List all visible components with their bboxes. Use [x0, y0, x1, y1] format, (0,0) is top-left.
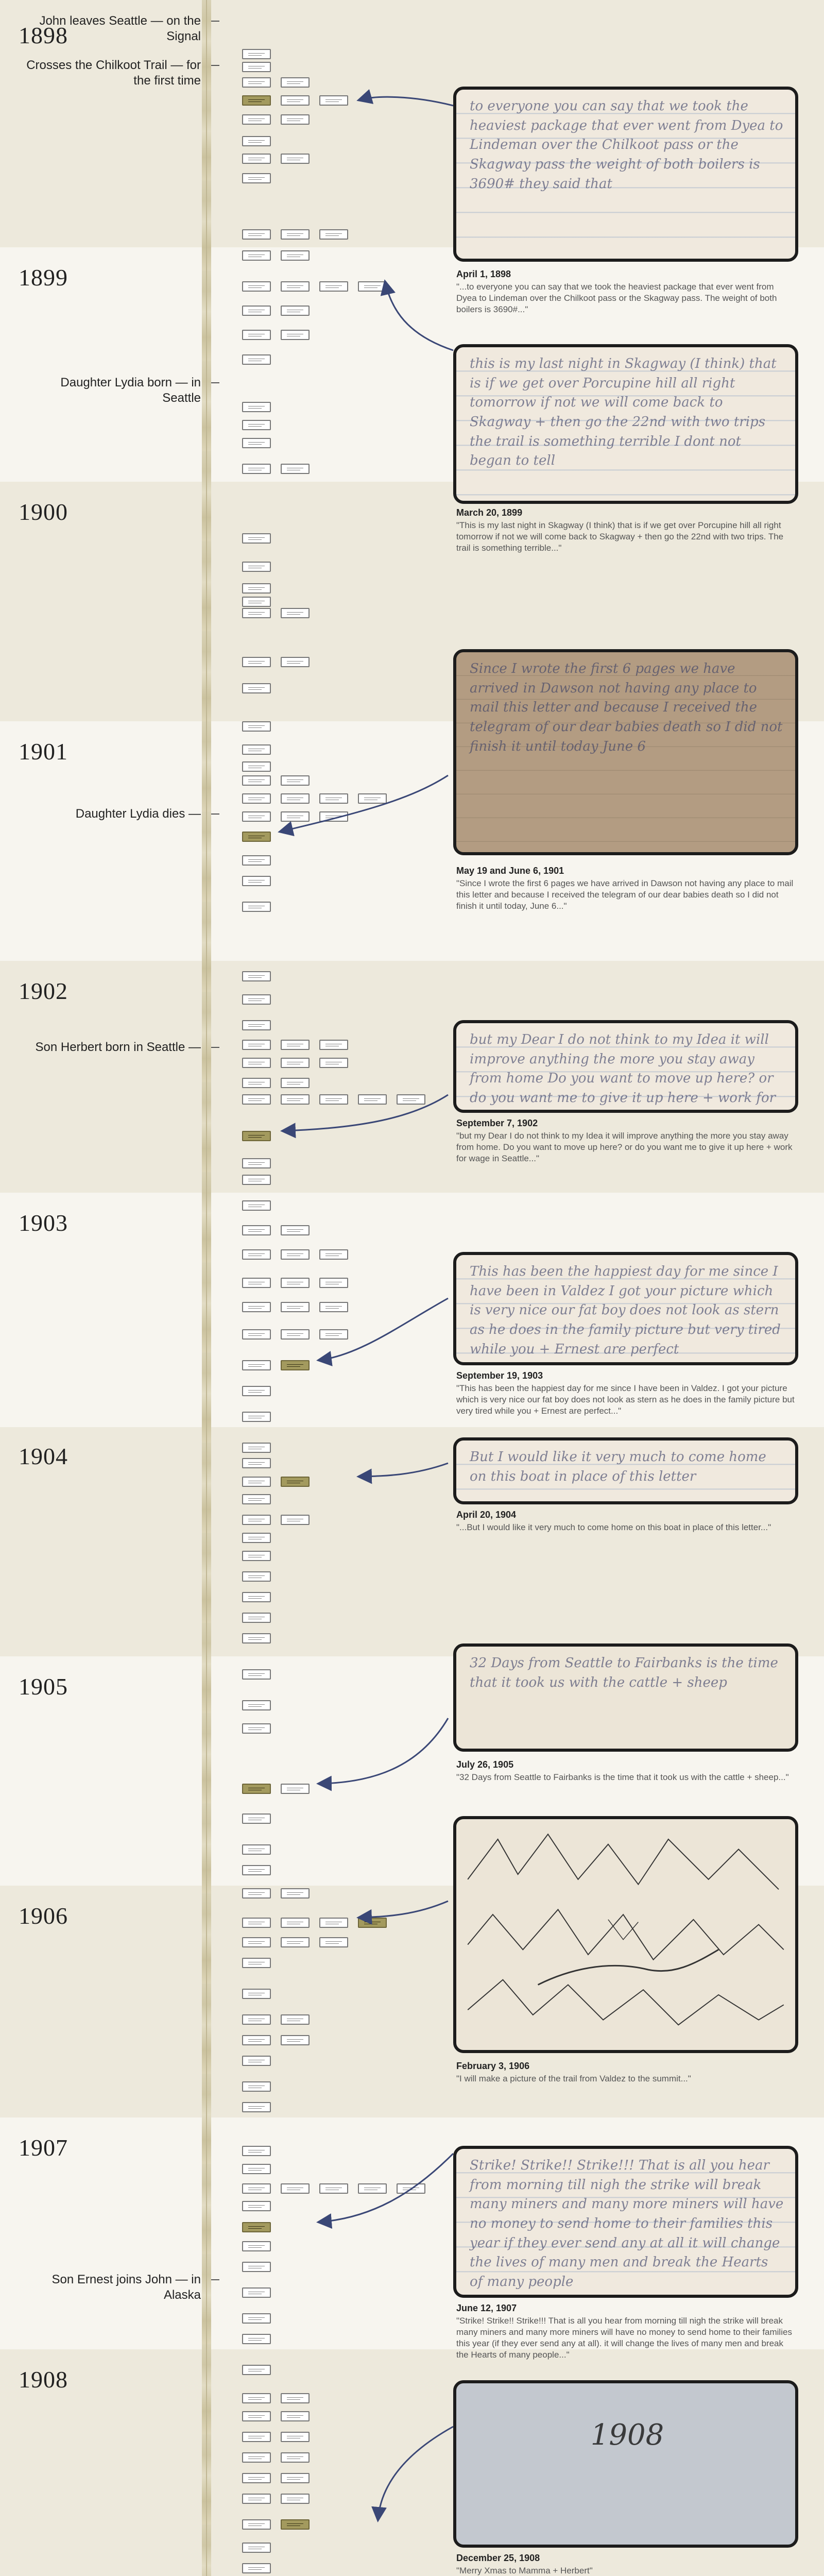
- year-label: 1898: [19, 22, 68, 48]
- letter-scan[interactable]: [453, 344, 798, 504]
- envelope-icon[interactable]: [242, 49, 271, 59]
- handwriting: this is my last night in Skagway (I think) that is if we get over Porcupine hill all right tomorrow if not we will come back to Skagway + then go the 22nd with two trips the trail is something terrible I dont not began to tell: [470, 356, 777, 469]
- envelope-icon[interactable]: [242, 1888, 271, 1899]
- envelope-icon[interactable]: [242, 1058, 271, 1068]
- letter-date: July 26, 1905: [456, 1759, 514, 1770]
- letter-excerpt: "This has been the happiest day for me since I have been in Valdez. I got your picture which is very nice our fat boy does not look as stern as he does in the family picture but very tired while you + Ernest are perfect...": [456, 1383, 795, 1416]
- year-label: 1903: [19, 1210, 68, 1236]
- envelope-icon[interactable]: [242, 2411, 271, 2421]
- envelope-icon[interactable]: [242, 832, 271, 842]
- envelope-icon[interactable]: [242, 1918, 271, 1928]
- envelope-icon[interactable]: [358, 1094, 387, 1105]
- envelope-icon[interactable]: [242, 2494, 271, 2504]
- letter-scan[interactable]: [453, 1252, 798, 1365]
- envelope-icon[interactable]: [242, 2164, 271, 2174]
- envelope-icon[interactable]: [319, 1918, 348, 1928]
- life-event: Son Herbert born in Seattle —: [26, 1040, 201, 1055]
- envelope-icon[interactable]: [242, 1443, 271, 1453]
- envelope-icon[interactable]: [242, 1225, 271, 1235]
- envelope-icon[interactable]: [242, 1865, 271, 1875]
- life-event: Daughter Lydia born — in Seattle: [26, 375, 201, 406]
- letter-date: December 25, 1908: [456, 2553, 540, 2563]
- envelope-icon[interactable]: [242, 1937, 271, 1947]
- envelope-icon[interactable]: [242, 876, 271, 886]
- envelope-icon[interactable]: [242, 2393, 271, 2403]
- envelope-icon[interactable]: [281, 1360, 310, 1370]
- trail-sketch: [456, 1819, 795, 2050]
- envelope-icon[interactable]: [242, 1302, 271, 1312]
- envelope-icon[interactable]: [281, 1040, 310, 1050]
- envelope-icon[interactable]: [281, 2494, 310, 2504]
- envelope-icon[interactable]: [281, 2014, 310, 2025]
- envelope-icon[interactable]: [397, 2183, 425, 2194]
- letter-excerpt: "...But I would like it very much to come home on this boat in place of this letter...": [456, 1522, 771, 1532]
- letter-scan[interactable]: [453, 1816, 798, 2053]
- handwriting: 32 Days from Seattle to Fairbanks is the time that it took us with the cattle + sheep: [470, 1655, 778, 1690]
- envelope-icon[interactable]: [242, 2102, 271, 2112]
- envelope-icon[interactable]: [281, 2183, 310, 2194]
- letter-excerpt: "but my Dear I do not think to my Idea it will improve anything the more you stay away from home. Do you want to move up here? or do you want me to give it up here + work for wage in Seattle...": [456, 1131, 793, 1163]
- envelope-icon[interactable]: [358, 793, 387, 804]
- letter-scan[interactable]: [453, 2380, 798, 2548]
- envelope-icon[interactable]: [319, 2183, 348, 2194]
- envelope-icon[interactable]: [242, 250, 271, 261]
- envelope-icon[interactable]: [319, 1058, 348, 1068]
- envelope-icon[interactable]: [319, 229, 348, 240]
- envelope-icon[interactable]: [242, 1533, 271, 1543]
- envelope-icon[interactable]: [281, 2432, 310, 2442]
- envelope-icon[interactable]: [281, 1302, 310, 1312]
- envelope-icon[interactable]: [319, 793, 348, 804]
- letter-scan[interactable]: [453, 87, 798, 262]
- envelope-icon[interactable]: [281, 1515, 310, 1525]
- envelope-icon[interactable]: [281, 95, 310, 106]
- letter-excerpt: "This is my last night in Skagway (I think) that is if we get over Porcupine hill all right tomorrow if not we will come back to Skagway + then go the 22nd with two trips. The trail is something terrible...": [456, 520, 784, 553]
- envelope-icon[interactable]: [242, 2146, 271, 2156]
- envelope-icon[interactable]: [242, 1723, 271, 1734]
- envelope-icon[interactable]: [319, 1040, 348, 1050]
- letter-scan[interactable]: [453, 649, 798, 855]
- handwriting: to everyone you can say that we took the heaviest package that ever went from Dyea to Lindeman over the Chilkoot pass or the Skagway pass the weight of both boilers is 3690# they said that: [470, 98, 783, 192]
- envelope-icon[interactable]: [319, 1249, 348, 1260]
- envelope-icon[interactable]: [319, 95, 348, 106]
- letter-date: May 19 and June 6, 1901: [456, 866, 564, 876]
- envelope-icon[interactable]: [281, 1937, 310, 1947]
- envelope-icon[interactable]: [242, 2365, 271, 2375]
- year-label: 1899: [19, 264, 68, 291]
- envelope-icon[interactable]: [242, 2334, 271, 2344]
- envelope-icon[interactable]: [319, 811, 348, 822]
- envelope-icon[interactable]: [281, 2035, 310, 2045]
- envelope-icon[interactable]: [242, 2452, 271, 2463]
- envelope-icon[interactable]: [319, 1329, 348, 1340]
- envelope-icon[interactable]: [319, 1937, 348, 1947]
- envelope-icon[interactable]: [242, 1040, 271, 1050]
- envelope-icon[interactable]: [281, 1888, 310, 1899]
- envelope-icon[interactable]: [242, 330, 271, 340]
- envelope-icon[interactable]: [242, 775, 271, 786]
- envelope-icon[interactable]: [281, 2452, 310, 2463]
- letter-scan[interactable]: [453, 1643, 798, 1752]
- envelope-icon[interactable]: [242, 1989, 271, 1999]
- envelope-icon[interactable]: [242, 1412, 271, 1422]
- envelope-icon[interactable]: [242, 2432, 271, 2442]
- handwriting: 1908: [590, 2418, 664, 2452]
- envelope-icon[interactable]: [242, 281, 271, 292]
- envelope-icon[interactable]: [242, 1477, 271, 1487]
- life-event: Son Ernest joins John — in Alaska: [26, 2272, 201, 2303]
- envelope-icon[interactable]: [358, 1918, 387, 1928]
- envelope-icon[interactable]: [242, 744, 271, 755]
- envelope-icon[interactable]: [242, 1386, 271, 1396]
- year-label: 1904: [19, 1443, 68, 1469]
- envelope-icon[interactable]: [242, 1278, 271, 1288]
- envelope-icon[interactable]: [242, 1592, 271, 1602]
- envelope-icon[interactable]: [242, 1158, 271, 1168]
- envelope-icon[interactable]: [281, 2411, 310, 2421]
- envelope-icon[interactable]: [281, 1249, 310, 1260]
- envelope-icon[interactable]: [242, 855, 271, 866]
- envelope-icon[interactable]: [242, 2313, 271, 2324]
- envelope-icon[interactable]: [242, 1200, 271, 1211]
- handwriting: but my Dear I do not think to my Idea it will improve anything the more you stay away from home Do you want to move up here? or do you want me to give it up here + work for: [470, 1032, 776, 1106]
- envelope-icon[interactable]: [242, 761, 271, 772]
- letter-date: April 20, 1904: [456, 1510, 517, 1520]
- envelope-icon[interactable]: [242, 2287, 271, 2298]
- envelope-icon[interactable]: [242, 533, 271, 544]
- envelope-icon[interactable]: [242, 402, 271, 412]
- letter-date: March 20, 1899: [456, 507, 523, 518]
- year-label: 1902: [19, 978, 68, 1004]
- envelope-icon[interactable]: [281, 229, 310, 240]
- envelope-icon[interactable]: [281, 281, 310, 292]
- envelope-icon[interactable]: [281, 464, 310, 474]
- envelope-icon[interactable]: [242, 1613, 271, 1623]
- letter-excerpt: "Since I wrote the first 6 pages we have arrived in Dawson not having any place to mail this letter and because I received the telegram of our dear babies death so I did not finish it until today, June 6...": [456, 878, 794, 911]
- envelope-icon[interactable]: [242, 971, 271, 981]
- life-event: Crosses the Chilkoot Trail — for the first time: [26, 58, 201, 88]
- envelope-icon[interactable]: [242, 306, 271, 316]
- handwriting: Since I wrote the first 6 pages we have arrived in Dawson not having any place to mail this letter and because I received the telegram of our dear babies death so I did not finish it until today June 6: [470, 661, 783, 754]
- envelope-icon[interactable]: [242, 2473, 271, 2483]
- envelope-icon[interactable]: [242, 229, 271, 240]
- envelope-icon[interactable]: [319, 1094, 348, 1105]
- envelope-icon[interactable]: [242, 1515, 271, 1525]
- envelope-icon[interactable]: [281, 2473, 310, 2483]
- envelope-icon[interactable]: [242, 597, 271, 607]
- envelope-icon[interactable]: [281, 77, 310, 88]
- letter-excerpt: "Strike! Strike!! Strike!!! That is all you hear from morning till nigh the strike will break many miners and many more miners will have no money to send home to their families this year (if they ever send any at all). it will change the lives of many men and break the Hearts of many people...": [456, 2316, 792, 2360]
- envelope-icon[interactable]: [281, 330, 310, 340]
- envelope-icon[interactable]: [242, 2183, 271, 2194]
- envelope-icon[interactable]: [242, 1249, 271, 1260]
- envelope-icon[interactable]: [242, 1551, 271, 1561]
- letter-excerpt: "Merry Xmas to Mamma + Herbert": [456, 2566, 593, 2575]
- envelope-icon[interactable]: [281, 1278, 310, 1288]
- envelope-icon[interactable]: [242, 583, 271, 594]
- life-event: Daughter Lydia dies —: [26, 806, 201, 822]
- year-label: 1900: [19, 499, 68, 525]
- envelope-icon[interactable]: [242, 438, 271, 448]
- envelope-icon[interactable]: [242, 2222, 271, 2232]
- envelope-icon[interactable]: [242, 2519, 271, 2530]
- envelope-icon[interactable]: [242, 77, 271, 88]
- year-label: 1906: [19, 1903, 68, 1929]
- year-label: 1907: [19, 2134, 68, 2161]
- envelope-icon[interactable]: [281, 775, 310, 786]
- year-label: 1905: [19, 1673, 68, 1700]
- letter-excerpt: "I will make a picture of the trail from Valdez to the summit...": [456, 2074, 691, 2083]
- envelope-icon[interactable]: [281, 154, 310, 164]
- envelope-icon[interactable]: [242, 154, 271, 164]
- envelope-icon[interactable]: [281, 2519, 310, 2530]
- envelope-icon[interactable]: [242, 1094, 271, 1105]
- envelope-icon[interactable]: [281, 114, 310, 125]
- envelope-icon[interactable]: [281, 608, 310, 618]
- envelope-icon[interactable]: [242, 1784, 271, 1794]
- handwriting: This has been the happiest day for me since I have been in Valdez I got your picture which is very nice our fat boy does not look as stern as he does in the family picture but very tired while you + Ernest are perfect: [470, 1264, 781, 1357]
- envelope-icon[interactable]: [242, 1633, 271, 1643]
- envelope-icon[interactable]: [242, 1360, 271, 1370]
- envelope-icon[interactable]: [242, 464, 271, 474]
- envelope-icon[interactable]: [242, 2081, 271, 2092]
- letter-scan[interactable]: [453, 2146, 798, 2298]
- envelope-icon[interactable]: [242, 1669, 271, 1680]
- envelope-icon[interactable]: [319, 1278, 348, 1288]
- envelope-icon[interactable]: [242, 1131, 271, 1141]
- envelope-icon[interactable]: [242, 2014, 271, 2025]
- letter-scan[interactable]: [453, 1437, 798, 1504]
- envelope-icon[interactable]: [319, 1302, 348, 1312]
- year-label: 1901: [19, 738, 68, 765]
- envelope-icon[interactable]: [281, 657, 310, 667]
- envelope-icon[interactable]: [358, 2183, 387, 2194]
- envelope-icon[interactable]: [242, 793, 271, 804]
- envelope-icon[interactable]: [281, 1329, 310, 1340]
- envelope-icon[interactable]: [242, 1494, 271, 1504]
- letter-date: June 12, 1907: [456, 2303, 517, 2313]
- envelope-icon[interactable]: [242, 2201, 271, 2211]
- envelope-icon[interactable]: [242, 608, 271, 618]
- handwriting: Strike! Strike!! Strike!!! That is all you hear from morning till nigh the strike will break many miners and many more miners will have no money to send home to their families this year if they ever send any at all it will change the lives of many men and break the Hearts of many people: [470, 2158, 784, 2290]
- envelope-icon[interactable]: [358, 281, 387, 292]
- letter-excerpt: "...to everyone you can say that we took the heaviest package that ever went from Dyea to Lindeman over the Chilkoot pass or the Skagway pass. The weight of both boilers is 3690#...": [456, 282, 777, 314]
- envelope-icon[interactable]: [281, 1918, 310, 1928]
- envelope-icon[interactable]: [242, 2035, 271, 2045]
- envelope-icon[interactable]: [242, 902, 271, 912]
- envelope-icon[interactable]: [242, 136, 271, 146]
- envelope-icon[interactable]: [281, 1225, 310, 1235]
- envelope-icon[interactable]: [242, 1571, 271, 1582]
- envelope-icon[interactable]: [242, 657, 271, 667]
- envelope-icon[interactable]: [281, 2393, 310, 2403]
- letter-date: February 3, 1906: [456, 2061, 530, 2071]
- envelope-icon[interactable]: [281, 306, 310, 316]
- envelope-icon[interactable]: [242, 420, 271, 430]
- envelope-icon[interactable]: [242, 1175, 271, 1185]
- envelope-icon[interactable]: [242, 2056, 271, 2066]
- envelope-icon[interactable]: [281, 1094, 310, 1105]
- envelope-icon[interactable]: [397, 1094, 425, 1105]
- envelope-icon[interactable]: [242, 2563, 271, 2573]
- timeline-line: [206, 0, 207, 2576]
- envelope-icon[interactable]: [242, 1458, 271, 1468]
- letter-date: September 7, 1902: [456, 1118, 538, 1128]
- envelope-icon[interactable]: [319, 281, 348, 292]
- year-label: 1908: [19, 2366, 68, 2393]
- envelope-icon[interactable]: [242, 1814, 271, 1824]
- envelope-icon[interactable]: [242, 1958, 271, 1968]
- envelope-icon[interactable]: [281, 793, 310, 804]
- letter-excerpt: "32 Days from Seattle to Fairbanks is the time that it took us with the cattle + sheep...": [456, 1772, 789, 1782]
- envelope-icon[interactable]: [281, 250, 310, 261]
- envelope-icon[interactable]: [242, 1844, 271, 1855]
- envelope-icon[interactable]: [281, 811, 310, 822]
- envelope-icon[interactable]: [242, 2543, 271, 2553]
- letter-scan[interactable]: [453, 1020, 798, 1113]
- envelope-icon[interactable]: [242, 1329, 271, 1340]
- envelope-icon[interactable]: [242, 562, 271, 572]
- life-event: John leaves Seattle — on the Signal: [26, 13, 201, 44]
- envelope-icon[interactable]: [281, 1477, 310, 1487]
- envelope-icon[interactable]: [281, 1078, 310, 1088]
- envelope-icon[interactable]: [242, 173, 271, 183]
- letter-date: April 1, 1898: [456, 269, 511, 279]
- envelope-icon[interactable]: [242, 2241, 271, 2251]
- envelope-icon[interactable]: [242, 1700, 271, 1710]
- envelope-icon[interactable]: [242, 683, 271, 693]
- envelope-icon[interactable]: [242, 721, 271, 732]
- envelope-icon[interactable]: [242, 1078, 271, 1088]
- handwriting: But I would like it very much to come home on this boat in place of this letter: [470, 1449, 766, 1484]
- envelope-icon[interactable]: [242, 811, 271, 822]
- envelope-icon[interactable]: [242, 994, 271, 1005]
- envelope-icon[interactable]: [242, 95, 271, 106]
- envelope-icon[interactable]: [281, 1784, 310, 1794]
- envelope-icon[interactable]: [242, 114, 271, 125]
- envelope-icon[interactable]: [242, 1020, 271, 1030]
- envelope-icon[interactable]: [242, 2262, 271, 2272]
- envelope-icon[interactable]: [242, 354, 271, 365]
- envelope-icon[interactable]: [242, 62, 271, 72]
- envelope-icon[interactable]: [281, 1058, 310, 1068]
- letter-date: September 19, 1903: [456, 1370, 543, 1381]
